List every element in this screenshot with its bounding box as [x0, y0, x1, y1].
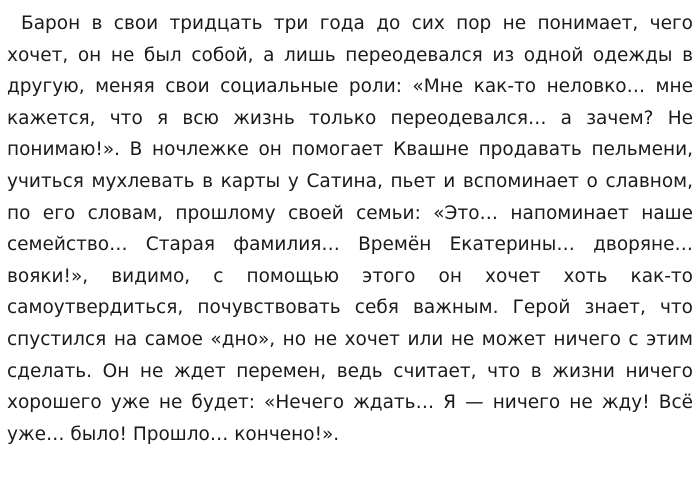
body-paragraph: Барон в свои тридцать три года до сих пор не понимает, чего хочет, он не был собой, а лишь переодевался из одной одежды в другую, меняя свои социальные роли: «Мне как-то неловко… мне кажется, что я всю жизнь только переодевался… а зачем? Не понимаю!». В ночлежке он помогает Квашне продавать пельмени, учиться мухлевать в карты у Сатина, пьет и вспоминает о славном, по его словам, прошлому своей семьи: «Это… напоминает наше семейство… Старая фамилия… Времён Екатерины… дворяне… вояки!», видимо, с помощью этого он хочет хоть как-то самоутвердиться, почувствовать себя важным. Герой знает, что спустился на самое «дно», но не хочет или не может ничего с этим сделать. Он не ждет перемен, ведь считает, что в жизни ничего хорошего уже не будет: «Нечего ждать… Я — ничего не жду! Всё уже… было! Прошло… кончено!». [7, 13, 693, 445]
